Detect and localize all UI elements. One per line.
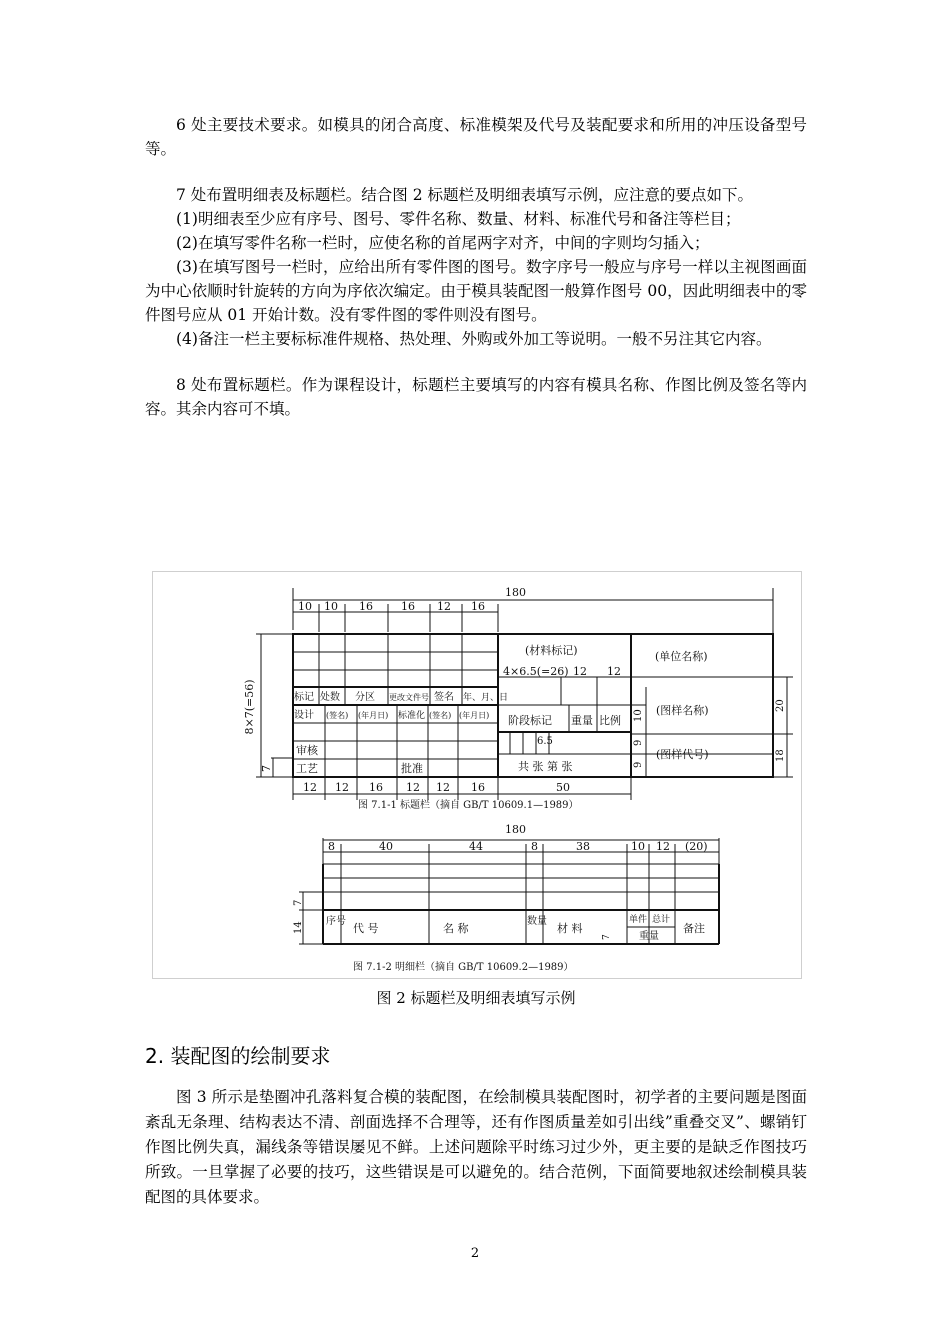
section-heading: 2. 装配图的绘制要求: [145, 1044, 331, 1068]
tb-caption: 图 7.1-1 标题栏（摘自 GB/T 10609.1—1989）: [358, 800, 579, 811]
tb-label-scale: 比例: [599, 714, 621, 727]
tb-label-genggai: 更改文件号: [389, 693, 429, 702]
pl-dim-20: (20): [685, 840, 708, 853]
tb-left-dim: 8×7(=56): [243, 679, 256, 735]
tb-dim-1: 10: [298, 600, 312, 613]
tb-label-gongyi: 工艺: [296, 762, 318, 775]
tb-label-std-sign: (签名): [429, 711, 452, 720]
tb-bottom-dim-3: 16: [369, 781, 383, 794]
pl-dim-8a: 8: [328, 840, 335, 853]
pl-total-dim: 180: [505, 823, 526, 836]
tb-bottom-dim-7: 50: [556, 781, 570, 794]
tb-label-sheji: 设计: [294, 710, 314, 721]
tb-right-dim-9b: 9: [633, 761, 644, 768]
tb-dim-3: 16: [359, 600, 373, 613]
figure-caption: 图 2 标题栏及明细表填写示例: [376, 989, 576, 1007]
tb-drawing-name: (图样名称): [656, 704, 709, 717]
tb-dim-6-5: 6.5: [537, 736, 553, 747]
tb-label-biaoji: 标记: [294, 692, 314, 703]
tb-label-design-sign: (签名): [326, 711, 349, 720]
tb-dim-4: 16: [401, 600, 415, 613]
tb-far-right-18: 18: [775, 749, 786, 762]
tb-label-biaozhunhua: 标准化: [398, 711, 426, 721]
tb-mat-dim-12b: 12: [607, 665, 621, 678]
paragraph-assembly: 图 3 所示是垫圈冲孔落料复合模的装配图，在绘制模具装配图时，初学者的主要问题是图面紊乱无条理、结构表达不清、剖面选择不合理等，还有作图质量差如引出线”重叠交叉”、螺销钉作图比例失真，漏线条等错误屡见不鲜。上述问题除平时练习过少外，更主要的是缺乏作图技巧所致。一旦掌握了必要的技巧，这些错误是可以避免的。结合范例，下面简要地叙述绘制模具装配图的具体要求。: [145, 1088, 807, 1206]
pl-dim-10: 10: [631, 840, 645, 853]
paragraph-item6: 6 处主要技术要求。如模具的闭合高度、标准模架及代号及装配要求和所用的冲压设备型号等。: [145, 116, 807, 158]
tb-bottom-dim-5: 12: [436, 781, 450, 794]
tb-label-weight: 重量: [571, 714, 593, 727]
pl-header-daihao: 代 号: [353, 922, 379, 935]
pl-left-dim-7: 7: [293, 899, 304, 906]
pl-dim-12: 12: [656, 840, 670, 853]
paragraph-item8: 8 处布置标题栏。作为课程设计，标题栏主要填写的内容有模具名称、作图比例及签名等内容。其余内容可不填。: [145, 376, 807, 418]
figure-title-block-and-parts-list: [152, 571, 802, 979]
pl-header-zhongliang: 重量: [639, 931, 659, 942]
tb-label-chushu: 处数: [320, 692, 340, 703]
pl-header-danjian: 单件: [629, 915, 648, 925]
pl-header-shuliang: 数量: [527, 916, 547, 927]
pl-dim-44: 44: [469, 840, 483, 853]
paragraph-note4: (4)备注一栏主要标标准件规格、热处理、外购或外加工等说明。一般不另注其它内容。: [176, 330, 772, 348]
tb-label-std-date: (年月日): [459, 711, 490, 720]
pl-header-cailiao: 材 料: [557, 922, 583, 935]
tb-label-nianyueri: 年、月、日: [463, 693, 509, 703]
pl-header-beizhu: 备注: [683, 922, 705, 935]
tb-label-fenqu: 分区: [355, 692, 375, 703]
paragraph-note3: (3)在填写图号一栏时，应给出所有零件图的图号。数字序号一般应与序号一样以主视图画面为中心依顺时针旋转的方向为序依次编定。由于模具装配图一般算作图号 00，因此明细表中的零件图号应从 01 开始计数。没有零件图的零件则没有图号。: [145, 258, 807, 324]
tb-label-design-date: (年月日): [358, 711, 389, 720]
tb-label-sheets: 共 张 第 张: [518, 760, 573, 773]
pl-left-dim-14: 14: [293, 921, 304, 934]
body-text-top: [145, 113, 807, 421]
tb-label-pizhun: 批准: [401, 762, 423, 775]
pl-header-xuhao: 序号: [326, 916, 346, 927]
tb-mat-dims: 4×6.5(=26): [503, 665, 569, 678]
tb-far-right-20: 20: [775, 699, 786, 712]
tb-dim-5: 12: [437, 600, 451, 613]
tb-right-dim-9a: 9: [633, 739, 644, 746]
tb-label-qianming: 签名: [434, 692, 454, 703]
tb-dim-6: 16: [471, 600, 485, 613]
figure-drawing: [153, 572, 801, 978]
pl-header-mingcheng: 名 称: [443, 922, 469, 935]
tb-left-small-dim: 7: [260, 765, 273, 772]
tb-dim-2: 10: [324, 600, 338, 613]
tb-drawing-code: (图样代号): [656, 748, 709, 761]
pl-header-zongji: 总计: [652, 915, 671, 925]
paragraph-item7: 7 处布置明细表及标题栏。结合图 2 标题栏及明细表填写示例，应注意的要点如下。: [176, 186, 754, 204]
paragraph-note1: (1)明细表至少应有序号、图号、零件名称、数量、材料、标准代号和备注等栏目；: [176, 210, 741, 228]
page-number: 2: [470, 1246, 480, 1261]
tb-label-shenhe: 审核: [296, 744, 318, 757]
tb-total-dim: 180: [505, 586, 526, 599]
pl-dim-8b: 8: [531, 840, 538, 853]
tb-unit-name: (单位名称): [655, 650, 708, 663]
tb-material-mark: (材料标记): [525, 644, 578, 657]
pl-seven: 7: [602, 934, 612, 940]
tb-bottom-dim-2: 12: [335, 781, 349, 794]
pl-caption: 图 7.1-2 明细栏（摘自 GB/T 10609.2—1989）: [353, 962, 574, 973]
tb-mat-dim-12a: 12: [573, 665, 587, 678]
pl-dim-38: 38: [576, 840, 590, 853]
tb-bottom-dim-4: 12: [406, 781, 420, 794]
tb-right-dim-10: 10: [633, 709, 644, 722]
pl-dim-40: 40: [379, 840, 393, 853]
tb-bottom-dim-1: 12: [303, 781, 317, 794]
paragraph-note2: (2)在填写零件名称一栏时，应使名称的首尾两字对齐，中间的字则均匀插入；: [176, 234, 710, 252]
tb-label-stage: 阶段标记: [508, 714, 552, 727]
tb-bottom-dim-6: 16: [471, 781, 485, 794]
body-text-bottom: [145, 1085, 807, 1210]
